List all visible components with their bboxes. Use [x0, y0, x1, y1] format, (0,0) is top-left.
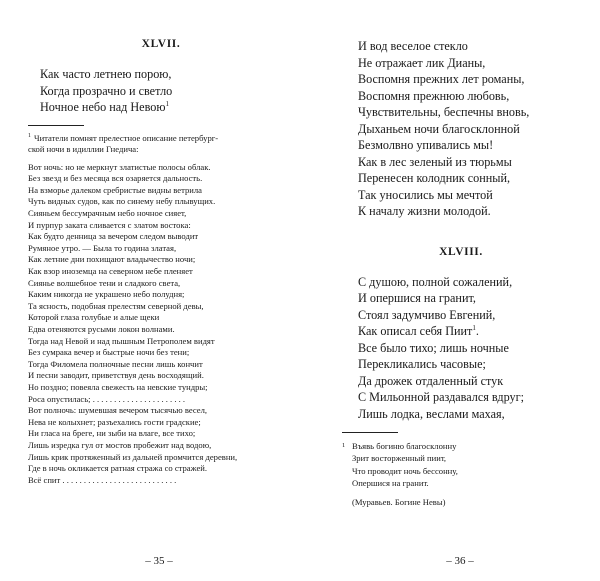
- verse-line: С душою, полной сожалений,: [358, 274, 513, 289]
- verse-line: Как в лес зеленый из тюрьмы: [358, 154, 512, 169]
- stanza-number-right: XLVIII.: [439, 245, 483, 258]
- footnote-quote-line: Лишь крик протяженный из дальней промчится деревни,: [28, 451, 238, 462]
- footnote-quote-line: Как летние дни похищают владычество ночи;: [28, 254, 196, 265]
- footnote-separator-rule-right: [342, 432, 398, 433]
- footnote-quote-line: Въявь богиню благосклонну: [352, 441, 457, 451]
- verse-line: Так уносились мы мечтой: [358, 187, 493, 202]
- verse-line: Стоял задумчиво Евгений,: [358, 307, 496, 322]
- footnote-intro: [28, 133, 294, 156]
- verse-line-terminal-punctuation: .: [475, 324, 479, 338]
- footnote-quote-line: Всё спит . . . . . . . . . . . . . . . . . . . . . . . . . . .: [28, 474, 177, 485]
- verse-line-with-footnote-ref: [358, 323, 580, 340]
- verse-line: Перекликались часовые;: [358, 357, 486, 371]
- verse-line-text: Как описал себя Пиит: [358, 324, 473, 338]
- footnote-quote-line: Как взор иноземца на северном небе пленяет: [28, 266, 193, 277]
- verse-line: Воспомня прежних лет романы,: [358, 72, 525, 86]
- footnote-quote: [28, 162, 294, 487]
- verse-line: Дыханьем ночи благосклонной: [358, 121, 520, 136]
- footnote-reference-superscript: 1: [165, 99, 169, 108]
- verse-line: Все было тихо; лишь ночные: [358, 340, 509, 355]
- verse-line: С Мильонной раздавался вдруг;: [358, 390, 525, 404]
- verse-line: Чувствительны, беспечны вновь,: [358, 105, 530, 119]
- footnote-quote-line: Едва отеняются русыми локон волнами.: [28, 324, 175, 334]
- footnote-right: [342, 440, 580, 508]
- footnote-quote-line: Румяное утро. — Была то година златая,: [28, 242, 177, 253]
- footnote-quote-line: Но поздно; повеяла свежесть на невские тундры;: [28, 381, 208, 392]
- footnote-quote-line: Лишь изредка гул от мостов пробежит над водою,: [28, 439, 212, 450]
- verse-line: Воспомня прежнюю любовь,: [358, 88, 510, 103]
- verse-line: Как часто летнею порою,: [40, 67, 172, 81]
- footnote-separator-rule-left: [28, 125, 84, 126]
- verse-line: И опершися на гранит,: [358, 291, 476, 305]
- footnote-quote-line: Как будто денница за вечером следом выводит: [28, 231, 199, 242]
- footnote-quote-line: Сиянье волшебное тени и сладкого света,: [28, 277, 181, 288]
- footnote-quote-line: Вот полночь: шумевшая вечером тысячью весел,: [28, 405, 208, 416]
- footnote-quote-line: Вот ночь: но не меркнут златистые полосы облак.: [28, 161, 211, 172]
- footnote-reference-superscript: 1: [472, 323, 476, 332]
- footnote-attribution: (Муравьев. Богине Невы): [352, 496, 446, 507]
- footnote-quote-line: Которой глаза голубые и алые щеки: [28, 312, 160, 323]
- footnote-quote-line: Без звезд и без месяца вся озаряется дальность.: [28, 173, 203, 184]
- footnote-quote-line: И песни заводит, приветствуя день восходящий.: [28, 370, 204, 381]
- footnote-marker: 1: [342, 442, 346, 449]
- footnote-quote-line: Ни гласа на бреге, ни зыби на влаге, все тихо;: [28, 428, 196, 439]
- stanza-number-left: XLVII.: [141, 38, 181, 50]
- footnote-quote-line: Роса опустилась; . . . . . . . . . . . . . . . . . . . . . .: [28, 393, 186, 404]
- page-number-right: – 36 –: [446, 555, 474, 567]
- verse-line-with-footnote-ref: [40, 99, 294, 116]
- page-number-left: – 35 –: [145, 555, 173, 567]
- verse-line: Когда прозрачно и светло: [40, 83, 173, 98]
- footnote-marker: 1: [28, 132, 31, 139]
- verse-line: Перенесен колодник сонный,: [358, 171, 511, 185]
- footnote-quote-line: Что проводит ночь бессонну,: [352, 465, 458, 476]
- footnote-quote-line: Нева не колыхнет; разъехались гости градские;: [28, 416, 201, 427]
- footnote-quote-line: Каким никогда не украшено небо полудня;: [28, 289, 185, 300]
- footnote-quote-line: Где в ночь окликается ратная стража со стражей.: [28, 463, 208, 474]
- verse-line-text: Ночное небо над Невою: [40, 100, 166, 114]
- verse-line: Безмолвно упивались мы!: [358, 138, 494, 152]
- footnote-quote-line: Тогда над Невой и над пышным Петрополем видят: [28, 335, 215, 346]
- footnote-quote-line: Опершися на гранит.: [352, 478, 429, 489]
- footnote-quote-line: Без сумрака вечер и быстрые ночи без тени;: [28, 347, 190, 358]
- footnote-quote-line: Та ясность, подобная прелестям северной девы,: [28, 300, 204, 311]
- verse-block-right: [342, 274, 580, 423]
- verse-line: Не отражает лик Дианы,: [358, 55, 486, 70]
- footnote-quote-line: На взморье далеком сребристые видны ветрила: [28, 184, 202, 195]
- verse-line: И вод веселое стекло: [358, 39, 468, 53]
- footnote-quote-line: Сияньем бессумрачным небо ночное сияет,: [28, 208, 187, 219]
- right-page: [320, 0, 600, 581]
- verse-line: К началу жизни молодой.: [358, 204, 491, 218]
- verse-line: Да дрожек отдаленный стук: [358, 373, 504, 388]
- footnote-quote-line: И пурпур заката сливается с златом востока:: [28, 219, 191, 230]
- footnote-quote-line: Тогда Филомела полночные песни лишь кончит: [28, 358, 203, 369]
- footnote-intro-line: Читатели помнят прелестное описание петербург-: [34, 132, 219, 143]
- footnote-quote-line: Чуть видных судов, как по синему небу плывущих.: [28, 196, 216, 207]
- footnote-intro-line: ской ночи в идиллии Гнедича:: [28, 144, 139, 155]
- verse-line: Лишь лодка, веслами махая,: [358, 406, 505, 421]
- verse-block-left: [28, 66, 294, 116]
- footnote-quote-line: Зрит восторженный пиит,: [352, 453, 447, 464]
- footnote-left: [28, 133, 294, 487]
- verse-block-continuation: [342, 38, 580, 220]
